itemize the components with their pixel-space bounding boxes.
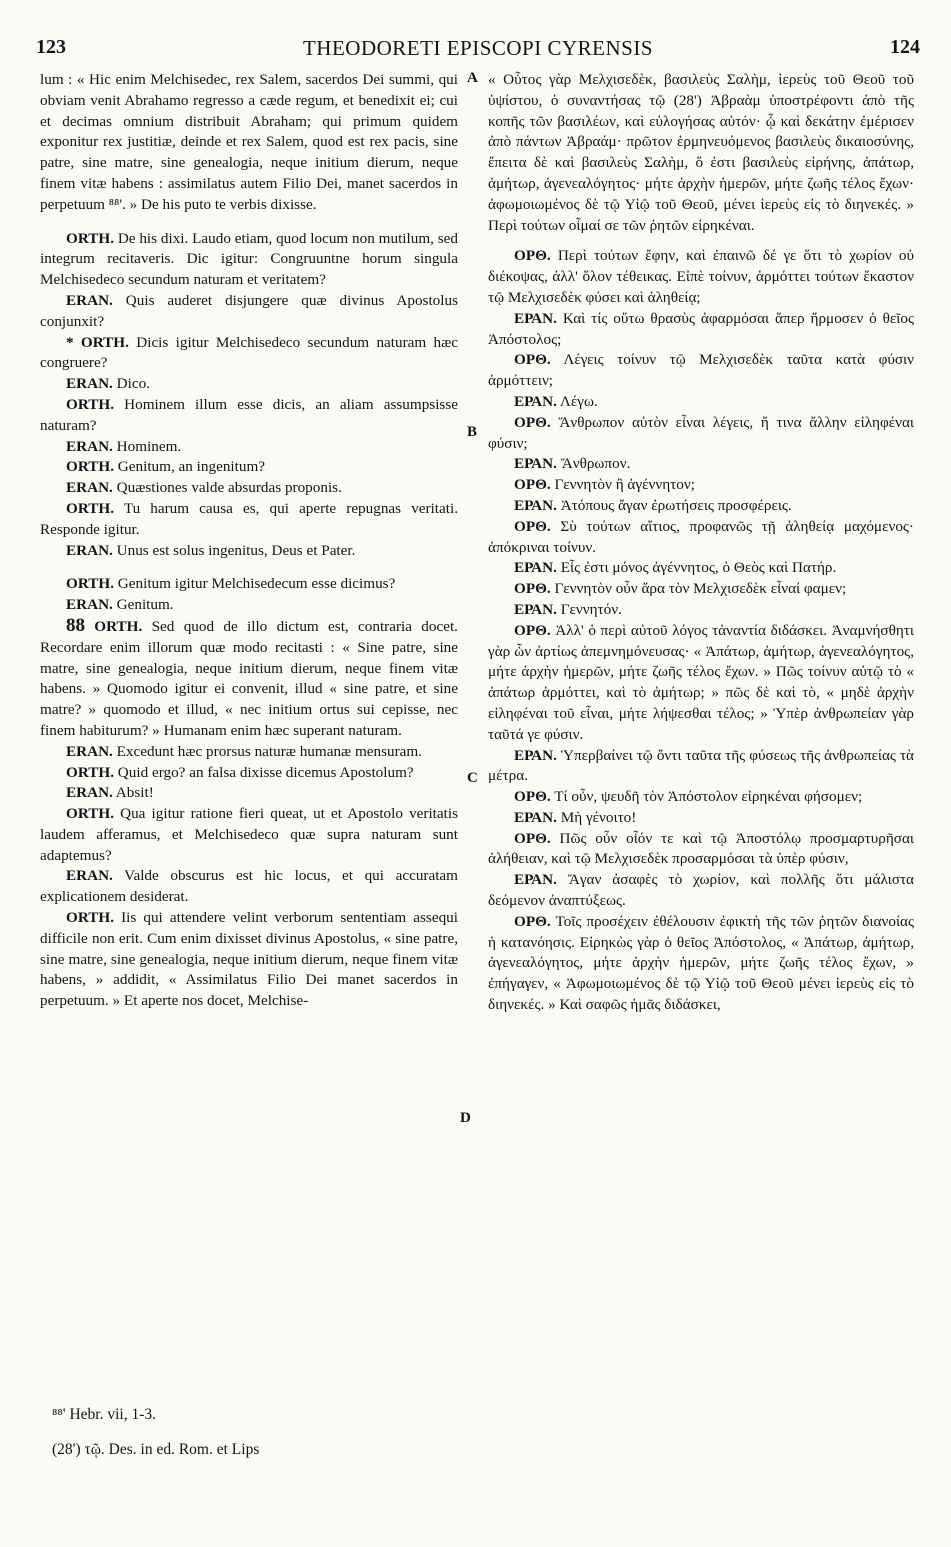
dialogue-paragraph <box>40 804 458 866</box>
paragraph-text: Quis auderet disjungere quæ divinus Apostolus conjunxit? <box>40 291 458 330</box>
dialogue-paragraph <box>488 912 914 1016</box>
speaker-label: ΟΡΘ. <box>514 247 551 265</box>
dialogue-paragraph <box>488 829 914 871</box>
speaker-label: ΟΡΘ. <box>514 351 551 369</box>
margin-letter-d: D <box>460 1110 471 1126</box>
paragraph-text: De his dixi. Laudo etiam, quod locum non mutilum, sed integrum recitaveris. Dic igitur: Congruuntne horum singula Melchisedeco secundum naturam et veritatem? <box>40 229 458 289</box>
footnote: (28') τῷ. Des. in ed. Rom. et Lips <box>52 1441 260 1458</box>
footnote: ⁸⁸' Hebr. vii, 1-3. <box>52 1406 157 1423</box>
dialogue-paragraph <box>488 558 914 579</box>
paragraph-text: Καὶ τίς οὕτω θρασὺς ἀφαρμόσαι ἅπερ ἥρμοσεν ὁ θεῖος Ἀπόστολος; <box>488 309 914 348</box>
dialogue-paragraph <box>488 600 914 621</box>
dialogue-paragraph <box>40 574 458 595</box>
speaker-label: ORTH. <box>66 499 114 517</box>
speaker-label: ΟΡΘ. <box>514 413 551 431</box>
margin-letter-a: A <box>467 70 478 86</box>
speaker-label: ORTH. <box>66 395 114 413</box>
paragraph-text: Hominem illum esse dicis, an aliam assumpsisse naturam? <box>40 395 458 434</box>
paragraph-text: Ὑπερβαίνει τῷ ὄντι ταῦτα τῆς φύσεως τῆς ἀνθρωπείας τὰ μέτρα. <box>488 746 914 785</box>
speaker-label: ERAN. <box>66 479 113 497</box>
speaker-label: ΕΡΑΝ. <box>514 600 557 618</box>
dialogue-paragraph <box>40 395 458 437</box>
paragraph-text: Τί οὖν, ψευδῆ τὸν Ἀπόστολον εἰρηκέναι φήσομεν; <box>550 788 863 806</box>
paragraph-text: Quæstiones valde absurdas proponis. <box>112 479 342 497</box>
speaker-label: ORTH. <box>66 763 114 781</box>
paragraph-text: Valde obscurus est hic locus, et qui accuratam explicationem desiderat. <box>40 867 458 906</box>
paragraph-text: Γεννητόν. <box>556 600 622 618</box>
paragraph-text: Ἄγαν ἀσαφὲς τὸ χωρίον, καὶ πολλῆς ὅτι μάλιστα δεόμενον ἀναπτύξεως. <box>488 871 914 910</box>
paragraph-text: Μὴ γένοιτο! <box>556 808 637 826</box>
paragraph-text: Genitum, an ingenitum? <box>114 458 265 476</box>
dialogue-paragraph <box>488 787 914 808</box>
speaker-label: ΕΡΑΝ. <box>514 808 557 826</box>
paragraph-text: Γεννητὸν ἢ ἀγέννητον; <box>550 476 695 494</box>
dialogue-paragraph <box>40 457 458 478</box>
page-number-right: 124 <box>890 36 920 58</box>
paragraph-text: Ἄνθρωπον αὐτὸν εἶναι λέγεις, ἤ τινα ἄλλην εἰληφέναι φύσιν; <box>488 413 914 452</box>
dialogue-paragraph <box>488 70 914 236</box>
speaker-label: ORTH. <box>85 617 143 635</box>
footnotes <box>52 1404 472 1474</box>
dialogue-paragraph <box>40 908 458 1012</box>
dialogue-paragraph <box>40 763 458 784</box>
dialogue-paragraph <box>488 454 914 475</box>
speaker-label: ΕΡΑΝ. <box>514 871 557 889</box>
page-header <box>36 36 920 62</box>
speaker-label: ORTH. <box>66 805 114 823</box>
paragraph-text: Ἄνθρωπον. <box>556 455 631 473</box>
speaker-label: ΟΡΘ. <box>514 476 551 494</box>
margin-letter-c: C <box>467 770 478 786</box>
dialogue-paragraph <box>488 392 914 413</box>
page-number-left: 123 <box>36 36 66 58</box>
dialogue-paragraph <box>488 496 914 517</box>
dialogue-paragraph <box>40 742 458 763</box>
speaker-label: ERAN. <box>66 596 113 614</box>
dialogue-paragraph <box>488 808 914 829</box>
dialogue-paragraph <box>40 783 458 804</box>
dialogue-paragraph <box>488 413 914 455</box>
dialogue-paragraph <box>488 870 914 912</box>
speaker-label: ERAN. <box>66 867 113 885</box>
speaker-label: ΟΡΘ. <box>514 517 551 535</box>
greek-column <box>488 70 914 1016</box>
dialogue-paragraph <box>488 517 914 559</box>
dialogue-paragraph <box>40 229 458 291</box>
paragraph-text: Qua igitur ratione fieri queat, ut et Apostolo veritatis laudem afferamus, et Melchisedeco quæ supra naturam sunt adaptemus? <box>40 805 458 864</box>
paragraph-text: Εἷς ἐστι μόνος ἀγέννητος, ὁ Θεὸς καὶ Πατήρ. <box>556 559 837 577</box>
paragraph-text: Πῶς οὖν οἷόν τε καὶ τῷ Ἀποστόλῳ προσμαρτυρῆσαι ἀλήθειαν, καὶ τῷ Μελχισεδὲκ προσαρμόσαι τὰ ὑπὲρ φύσιν, <box>488 829 914 868</box>
margin-letter-b: B <box>467 424 478 440</box>
paragraph-text: « Οὗτος γὰρ Μελχισεδὲκ, βασιλεὺς Σαλὴμ, ἱερεὺς τοῦ Θεοῦ τοῦ ὑψίστου, ὁ συναντήσας τῷ (28') Ἀβραὰμ ὑποστρέφοντι ἀπὸ τῆς κοπῆς τῶν βασιλέων, καὶ εὐλογήσας αὐτόν· ᾧ καὶ δεκάτην ἐμέρισεν ἀπὸ πάντων Ἀβραάμ· πρῶτον ἑρμηνευόμενος βασιλεὺς δικαιοσύνης, ἔπειτα δὲ καὶ βασιλεὺς Σαλὴμ, ὅ ἐστι βασιλεὺς εἰρήνης, ἀπάτωρ, ἀμήτωρ, ἀγενεαλόγητος· μήτε ἀρχὴν ἡμερῶν, μήτε ζωῆς τέλος ἔχων· ἀφωμοιωμένος δὲ τῷ Υἱῷ τοῦ Θεοῦ, μένει ἱερεὺς εἰς τὸ διηνεκές. » Περὶ τούτων οἶμαί σε τῶν ῥητῶν εἰρηκέναι. <box>488 71 914 234</box>
dialogue-paragraph <box>40 541 458 562</box>
speaker-label: ΕΡΑΝ. <box>514 309 557 327</box>
speaker-label: * ORTH. <box>66 333 129 351</box>
speaker-label: ERAN. <box>66 784 113 802</box>
dialogue-paragraph <box>488 350 914 392</box>
dialogue-paragraph <box>40 616 458 742</box>
dialogue-paragraph <box>488 475 914 496</box>
dialogue-paragraph <box>40 499 458 541</box>
paragraph-text: Σὺ τούτων αἴτιος, προφανῶς τῇ ἀληθείᾳ μαχόμενος· ἀπόκριναι τοίνυν. <box>488 517 914 556</box>
paragraph-text: Iis qui attendere velint verborum sententiam assequi difficile non erit. Cum enim dixisset divinus Apostolus, « sine patre, sine matre, sine genealogia, neque initium dierum, neque finem vitæ habens, » addidit, « Assimilatus Filio Dei manet sacerdos in perpetuum. » Et aperte nos docet, Melchise- <box>40 909 458 1010</box>
dialogue-paragraph <box>40 437 458 458</box>
dialogue-paragraph <box>40 291 458 333</box>
speaker-label: ORTH. <box>66 229 114 247</box>
paragraph-text: Excedunt hæc prorsus naturæ humanæ mensuram. <box>112 742 423 760</box>
speaker-label: ΕΡΑΝ. <box>514 559 557 577</box>
dialogue-paragraph <box>40 374 458 395</box>
dialogue-paragraph <box>488 309 914 351</box>
paragraph-text: Τοῖς προσέχειν ἐθέλουσιν ἐφικτὴ τῆς τῶν ῥητῶν διανοίας ἡ κατανόησις. Εἰρηκὼς γὰρ ὁ θεῖος Ἀπόστολος, « Ἀπάτωρ, ἀμήτωρ, ἀγενεαλόγητος, μήτε ἀρχὴν ἡμερῶν, μήτε ζωῆς τέλος ἔχων, » ἐπήγαγεν, « Ἀφωμοιωμένος δὲ τῷ Υἱῷ τοῦ Θεοῦ μένει ἱερεὺς εἰς τὸ διηνεκές. » Καὶ σαφῶς ἡμᾶς διδάσκει, <box>488 912 914 1014</box>
paragraph-text: Περὶ τούτων ἔφην, καὶ ἐπαινῶ δέ γε ὅτι τὸ χωρίον οὐ διέκοψας, ἀλλ' ὅλον τέθεικας. Εἰπὲ τοίνυν, ἁρμόττει τούτων ἕκαστον τῷ Μελχισεδὲκ φύσει καὶ ἀληθείᾳ; <box>488 247 914 306</box>
dialogue-paragraph <box>40 478 458 499</box>
dialogue-paragraph <box>40 333 458 375</box>
dialogue-paragraph <box>488 246 914 308</box>
speaker-label: ΟΡΘ. <box>514 788 551 806</box>
dialogue-paragraph <box>488 621 914 746</box>
speaker-label: ERAN. <box>66 742 113 760</box>
paragraph-text: lum : « Hic enim Melchisedec, rex Salem, sacerdos Dei summi, qui obviam venit Abrahamo regresso a cæde regum, et benedixit ei; cui et decimas omnium distribuit Abraham; qui primum quidem exponitur rex justitiæ, deinde et rex Salem, quod est rex pacis, sine patre, sine matre, sine genealogia, neque initium dierum, neque finem vitæ habens : assimilatus autem Filio Dei, manet sacerdos in perpetuum ⁸⁸'. » De his puto te verbis dixisse. <box>40 71 458 213</box>
speaker-label: ΟΡΘ. <box>514 621 551 639</box>
speaker-label: ΟΡΘ. <box>514 829 551 847</box>
speaker-label: ΕΡΑΝ. <box>514 746 557 764</box>
speaker-label: ERAN. <box>66 437 113 455</box>
speaker-label: ERAN. <box>66 291 113 309</box>
dialogue-paragraph <box>40 595 458 616</box>
speaker-label: ORTH. <box>66 575 114 593</box>
speaker-label: ΟΡΘ. <box>514 580 551 598</box>
speaker-label: ORTH. <box>66 909 114 927</box>
paragraph-text: Hominem. <box>112 437 182 455</box>
paragraph-text: Genitum. <box>112 596 174 614</box>
paragraph-text: Ἀλλ' ὁ περὶ αὐτοῦ λόγος τἀναντία διδάσκει. Ἀναμνήσθητι γὰρ ὧν ἀρτίως ἀπεμνημόνευσας· « Ἀπάτωρ, ἀμήτωρ, ἀγενεαλόγητος, μήτε ἀρχὴν ἡμερῶν, μήτε ζωῆς τέλος ἔχων. » Πῶς τοίνυν αὐτῷ τὸ « ἀπάτωρ ἁρμόττει, καὶ τὸ ἀμήτωρ; » πῶς δὲ καὶ τὸ, « μηδὲ ἀρχὴν εἰληφέναι τοῦ εἶναι, μήτε λήψεσθαι τέλος; » Ὑπὲρ ἀνθρωπείαν γὰρ ταῦτά γε φύσιν. <box>488 621 914 743</box>
paragraph-text: Ἀτόπους ἄγαν ἐρωτήσεις προσφέρεις. <box>556 496 792 514</box>
paragraph-text: Γεννητὸν οὖν ἄρα τὸν Μελχισεδὲκ εἶναί φαμεν; <box>550 580 847 598</box>
speaker-label: ΕΡΑΝ. <box>514 455 557 473</box>
speaker-label: ΟΡΘ. <box>514 912 551 930</box>
paragraph-text: Genitum igitur Melchisedecum esse dicimus? <box>114 575 396 593</box>
speaker-label: ERAN. <box>66 541 113 559</box>
paragraph-text: Λέγεις τοίνυν τῷ Μελχισεδὲκ ταῦτα κατὰ φύσιν ἁρμόττειν; <box>488 351 914 390</box>
speaker-label: ORTH. <box>66 458 114 476</box>
paragraph-text: Dicis igitur Melchisedeco secundum naturam hæc congruere? <box>40 333 458 372</box>
latin-column <box>40 70 458 1012</box>
dialogue-paragraph <box>40 70 458 216</box>
dialogue-paragraph <box>488 746 914 788</box>
paragraph-text: Quid ergo? an falsa dixisse dicemus Apostolum? <box>114 763 414 781</box>
paragraph-text: Tu harum causa es, qui aperte repugnas veritati. Responde igitur. <box>40 499 458 538</box>
paragraph-text: Sed quod de illo dictum est, contraria docet. Recordare enim illorum quæ modo recitasti : « Sine patre, sine matre, sine genealogia, neque initium dierum, neque finem vitæ habens. » Quomodo igitur ei convenit, illud « sine patre, et sine matre? » quomodo et illud, « nec initium ortus sui cepisse, nec finem habiturum? » Humanam enim hæc superant naturam. <box>40 617 458 739</box>
dialogue-paragraph <box>40 866 458 908</box>
speaker-label: ERAN. <box>66 375 113 393</box>
paragraph-text: Absit! <box>112 784 154 802</box>
speaker-label: ΕΡΑΝ. <box>514 392 557 410</box>
section-number: 88 <box>66 614 85 636</box>
paragraph-text: Λέγω. <box>556 392 598 410</box>
running-title: THEODORETI EPISCOPI CYRENSIS <box>302 36 654 60</box>
paragraph-text: Dico. <box>112 375 150 393</box>
dialogue-paragraph <box>488 579 914 600</box>
paragraph-text: Unus est solus ingenitus, Deus et Pater. <box>112 541 356 559</box>
speaker-label: ΕΡΑΝ. <box>514 496 557 514</box>
